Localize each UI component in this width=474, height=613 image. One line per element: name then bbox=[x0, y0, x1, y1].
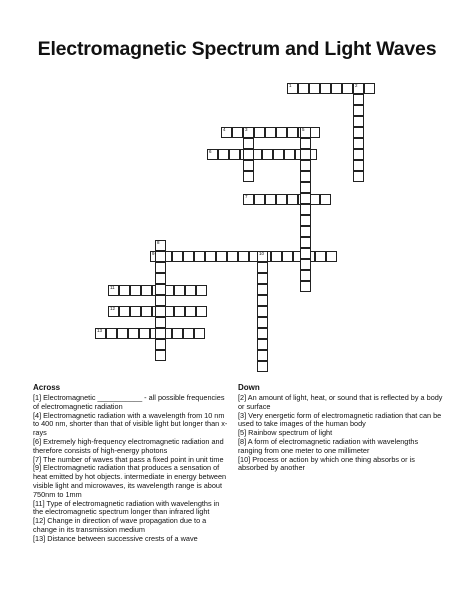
grid-cell[interactable] bbox=[243, 149, 254, 160]
cell-number: 6 bbox=[209, 149, 212, 154]
down-clue bbox=[238, 412, 443, 430]
grid-cell[interactable] bbox=[300, 259, 311, 270]
grid-cell[interactable] bbox=[276, 194, 287, 205]
grid-cell[interactable] bbox=[282, 251, 293, 262]
cell-number: 9 bbox=[152, 251, 155, 256]
cell-number: 12 bbox=[110, 306, 116, 311]
grid-cell[interactable] bbox=[117, 328, 128, 339]
grid-cell[interactable] bbox=[196, 306, 207, 317]
grid-cell[interactable] bbox=[287, 83, 298, 94]
down-clue bbox=[238, 438, 443, 456]
down-clue bbox=[238, 456, 443, 474]
clue-number: [9] bbox=[33, 463, 42, 473]
clue-text: Extremely high-frequency electromagnetic radiation and therefore consists of high-energy photons bbox=[33, 436, 224, 455]
grid-cell[interactable] bbox=[254, 194, 265, 205]
grid-cell[interactable] bbox=[331, 83, 342, 94]
grid-cell[interactable] bbox=[257, 361, 268, 372]
grid-cell[interactable] bbox=[284, 149, 295, 160]
grid-cell[interactable] bbox=[183, 328, 194, 339]
cell-number: 10 bbox=[259, 251, 265, 256]
grid-cell[interactable] bbox=[106, 328, 117, 339]
grid-cell[interactable] bbox=[257, 328, 268, 339]
grid-cell[interactable] bbox=[141, 285, 152, 296]
grid-cell[interactable] bbox=[194, 328, 205, 339]
cell-number: 5 bbox=[302, 127, 305, 132]
grid-cell[interactable] bbox=[232, 127, 243, 138]
down-clue bbox=[238, 394, 443, 412]
clue-text: Type of electromagnetic radiation with wavelengths in the electromagnetic spectrum longer than infrared light bbox=[33, 498, 220, 517]
cell-number: 13 bbox=[97, 328, 103, 333]
cell-number: 8 bbox=[157, 240, 160, 245]
clue-text: Electromagnetic ___________ - all possible frequencies of electromagnetic radiation bbox=[33, 393, 225, 411]
grid-cell[interactable] bbox=[326, 251, 337, 262]
grid-cell[interactable] bbox=[257, 350, 268, 361]
across-clue bbox=[33, 464, 228, 499]
grid-cell[interactable] bbox=[207, 149, 218, 160]
across-clue bbox=[33, 535, 228, 544]
grid-cell[interactable] bbox=[300, 248, 311, 259]
grid-cell[interactable] bbox=[254, 127, 265, 138]
clue-text: Electromagnetic radiation with a wavelength from 10 nm to 400 nm, shorter than that of visible light but longer than x-rays bbox=[33, 410, 228, 438]
grid-cell[interactable] bbox=[300, 270, 311, 281]
grid-cell[interactable] bbox=[300, 281, 311, 292]
grid-cell[interactable] bbox=[298, 83, 309, 94]
grid-cell[interactable] bbox=[141, 306, 152, 317]
grid-cell[interactable] bbox=[218, 149, 229, 160]
clue-text: Process or action by which one thing absorbs or is absorbed by another bbox=[238, 454, 415, 473]
clue-number: [10] bbox=[238, 454, 251, 464]
grid-cell[interactable] bbox=[155, 306, 166, 317]
grid-cell[interactable] bbox=[196, 285, 207, 296]
grid-cell[interactable] bbox=[257, 273, 268, 284]
grid-cell[interactable] bbox=[287, 194, 298, 205]
grid-cell[interactable] bbox=[342, 83, 353, 94]
grid-cell[interactable] bbox=[300, 182, 311, 193]
grid-cell[interactable] bbox=[119, 285, 130, 296]
grid-cell[interactable] bbox=[257, 295, 268, 306]
grid-cell[interactable] bbox=[265, 127, 276, 138]
clue-number: [13] bbox=[33, 533, 46, 543]
grid-cell[interactable] bbox=[353, 94, 364, 105]
grid-cell[interactable] bbox=[155, 284, 166, 295]
down-clue-list bbox=[238, 394, 443, 473]
grid-cell[interactable] bbox=[320, 194, 331, 205]
grid-cell[interactable] bbox=[130, 285, 141, 296]
grid-cell[interactable] bbox=[353, 149, 364, 160]
clue-text: A form of electromagnetic radiation with wavelengths ranging from one meter to one millimeter bbox=[238, 436, 419, 455]
grid-cell[interactable] bbox=[300, 171, 311, 182]
clue-text: Electromagnetic radiation that produces a sensation of heat emitted by hot objects. intermediate in energy between visible light and microwaves, its wavelength range is about 750nm to 1mm bbox=[33, 463, 227, 499]
grid-cell[interactable] bbox=[155, 251, 166, 262]
grid-cell[interactable] bbox=[155, 273, 166, 284]
grid-cell[interactable] bbox=[257, 339, 268, 350]
cell-number: 7 bbox=[245, 194, 248, 199]
cell-number: 11 bbox=[110, 285, 115, 290]
grid-cell[interactable] bbox=[172, 251, 183, 262]
grid-cell[interactable] bbox=[300, 237, 311, 248]
grid-cell[interactable] bbox=[300, 160, 311, 171]
grid-cell[interactable] bbox=[320, 83, 331, 94]
grid-cell[interactable] bbox=[243, 160, 254, 171]
clue-number: [6] bbox=[33, 436, 42, 446]
grid-cell[interactable] bbox=[221, 127, 232, 138]
grid-cell[interactable] bbox=[353, 116, 364, 127]
clue-number: [8] bbox=[238, 436, 247, 446]
grid-cell[interactable] bbox=[262, 149, 273, 160]
grid-cell[interactable] bbox=[257, 262, 268, 273]
clue-text: Change in direction of wave propagation due to a change in its transmission medium bbox=[33, 516, 207, 534]
grid-cell[interactable] bbox=[227, 251, 238, 262]
grid-cell[interactable] bbox=[174, 306, 185, 317]
grid-cell[interactable] bbox=[183, 251, 194, 262]
clue-number: [5] bbox=[238, 428, 247, 438]
grid-cell[interactable] bbox=[108, 285, 119, 296]
grid-cell[interactable] bbox=[257, 306, 268, 317]
clue-number: [12] bbox=[33, 516, 46, 526]
clue-text: The number of waves that pass a fixed point in unit time bbox=[41, 454, 224, 464]
grid-cell[interactable] bbox=[243, 171, 254, 182]
grid-cell[interactable] bbox=[155, 240, 166, 251]
clue-number: [3] bbox=[238, 410, 247, 420]
grid-cell[interactable] bbox=[300, 215, 311, 226]
grid-cell[interactable] bbox=[174, 285, 185, 296]
clue-number: [7] bbox=[33, 454, 42, 464]
grid-cell[interactable] bbox=[155, 262, 166, 273]
clue-text: Very energetic form of electromagnetic radiation that can be used to take images of the human body bbox=[238, 410, 442, 429]
grid-cell[interactable] bbox=[229, 149, 240, 160]
grid-cell[interactable] bbox=[155, 295, 166, 306]
grid-cell[interactable] bbox=[353, 127, 364, 138]
grid-cell[interactable] bbox=[353, 160, 364, 171]
cell-number: 2 bbox=[355, 83, 358, 88]
clue-number: [11] bbox=[33, 498, 45, 508]
grid-cell[interactable] bbox=[287, 127, 298, 138]
across-clue bbox=[33, 517, 228, 535]
cell-number: 3 bbox=[245, 127, 248, 132]
cell-number: 1 bbox=[289, 83, 292, 88]
across-clue bbox=[33, 438, 228, 456]
grid-cell[interactable] bbox=[155, 339, 166, 350]
grid-cell[interactable] bbox=[139, 328, 150, 339]
grid-cell[interactable] bbox=[128, 328, 139, 339]
grid-cell[interactable] bbox=[364, 83, 375, 94]
grid-cell[interactable] bbox=[315, 251, 326, 262]
grid-cell[interactable] bbox=[243, 194, 254, 205]
grid-cell[interactable] bbox=[155, 317, 166, 328]
across-clue-list bbox=[33, 394, 228, 544]
grid-cell[interactable] bbox=[353, 171, 364, 182]
grid-cell[interactable] bbox=[172, 328, 183, 339]
grid-cell[interactable] bbox=[257, 317, 268, 328]
grid-cell[interactable] bbox=[130, 306, 141, 317]
page-title: Electromagnetic Spectrum and Light Waves bbox=[37, 38, 437, 60]
clue-number: [1] bbox=[33, 393, 42, 402]
down-heading: Down bbox=[238, 383, 260, 392]
grid-cell[interactable] bbox=[108, 306, 119, 317]
grid-cell[interactable] bbox=[95, 328, 106, 339]
clue-text: Distance between successive crests of a wave bbox=[45, 533, 198, 543]
grid-cell[interactable] bbox=[353, 138, 364, 149]
grid-cell[interactable] bbox=[265, 194, 276, 205]
grid-cell[interactable] bbox=[257, 251, 268, 262]
grid-cell[interactable] bbox=[273, 149, 284, 160]
grid-cell[interactable] bbox=[300, 138, 311, 149]
across-column bbox=[33, 383, 228, 544]
grid-cell[interactable] bbox=[271, 251, 282, 262]
grid-cell[interactable] bbox=[205, 251, 216, 262]
grid-cell[interactable] bbox=[155, 328, 166, 339]
grid-cell[interactable] bbox=[300, 226, 311, 237]
across-clue bbox=[33, 412, 228, 438]
grid-cell[interactable] bbox=[243, 127, 254, 138]
grid-cell[interactable] bbox=[353, 83, 364, 94]
grid-cell[interactable] bbox=[300, 149, 311, 160]
across-heading: Across bbox=[33, 383, 61, 392]
clue-number: [2] bbox=[238, 393, 247, 402]
grid-cell[interactable] bbox=[300, 127, 311, 138]
across-clue bbox=[33, 500, 228, 518]
clue-text: Rainbow spectrum of light bbox=[246, 428, 333, 438]
grid-cell[interactable] bbox=[243, 138, 254, 149]
grid-cell[interactable] bbox=[185, 285, 196, 296]
grid-cell[interactable] bbox=[155, 350, 166, 361]
clue-number: [4] bbox=[33, 410, 42, 420]
grid-cell[interactable] bbox=[194, 251, 205, 262]
grid-cell[interactable] bbox=[276, 127, 287, 138]
grid-cell[interactable] bbox=[300, 193, 311, 204]
grid-cell[interactable] bbox=[300, 204, 311, 215]
down-column bbox=[238, 383, 443, 473]
grid-cell[interactable] bbox=[185, 306, 196, 317]
across-clue bbox=[33, 394, 228, 412]
grid-cell[interactable] bbox=[309, 83, 320, 94]
cell-number: 4 bbox=[223, 127, 226, 132]
grid-cell[interactable] bbox=[257, 284, 268, 295]
grid-cell[interactable] bbox=[216, 251, 227, 262]
grid-cell[interactable] bbox=[119, 306, 130, 317]
grid-cell[interactable] bbox=[353, 105, 364, 116]
clue-text: An amount of light, heat, or sound that is reflected by a body or surface bbox=[238, 393, 443, 411]
grid-cell[interactable] bbox=[238, 251, 249, 262]
